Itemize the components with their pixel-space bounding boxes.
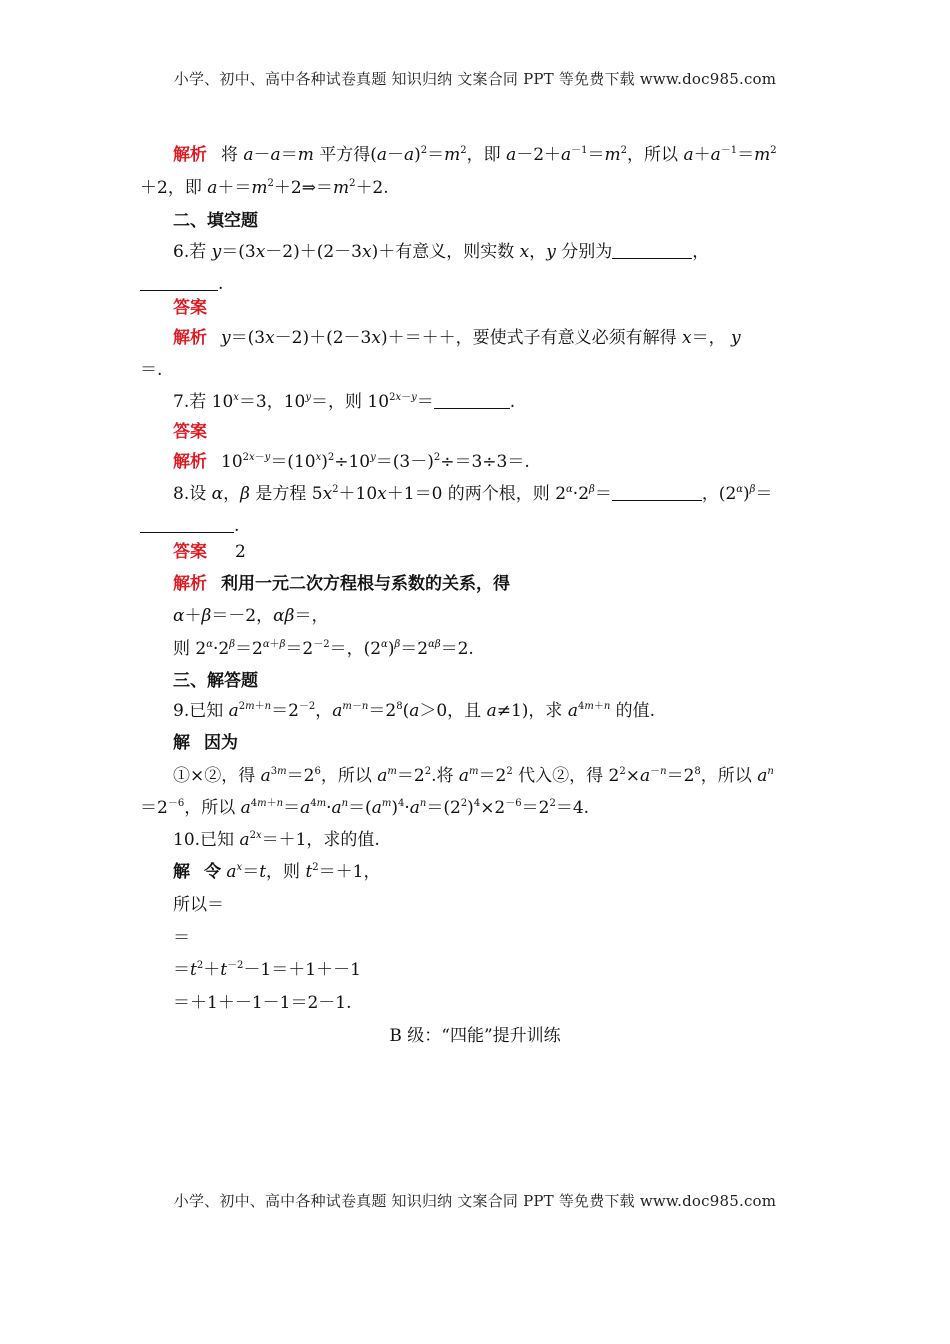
page-header: 小学、初中、高中各种试卷真题 知识归纳 文案合同 PPT 等免费下载 www.doc985.com <box>173 70 777 88</box>
answer-q8-value: 2 <box>235 542 246 562</box>
solution-q10-line2: 所以＝ <box>173 895 224 915</box>
page-footer: 小学、初中、高中各种试卷真题 知识归纳 文案合同 PPT 等免费下载 www.doc985.com <box>173 1192 777 1210</box>
solution-q9-line1: ①×②，得 $a^{3m}=2^6$，所以 $a^m=2^2$.将 $a^m=2^2$ 代入②，得 $2^2\times a^{-n}=2^8$，所以 $a^n$ <box>173 766 774 786</box>
answer-blank[interactable] <box>612 242 692 259</box>
answer-q6 <box>173 296 853 320</box>
question-8-line1: 8.设 α，β 是方程 $5x^2+10x+1=0$ 的两个根，则 $2^\alpha\cdot 2^\beta=$ ，$(2^\alpha)^\beta=$ <box>173 484 773 504</box>
analysis-q6-line2: ＝. <box>140 360 163 380</box>
answer-blank[interactable] <box>140 516 234 533</box>
answer-label: 答案 <box>173 298 207 318</box>
analysis-q5-line1: 解析 将 a－a＝m 平方得$(a-a)^2=m^2$，即 $a-2+a^{-1}=m^2$，所以 $a+a^{-1}=m^2$ <box>173 145 777 165</box>
answer-label: 答案 <box>173 542 207 562</box>
analysis-q5-line2: ＋2，即 $a+=m^2+2\Rightarrow=m^2+2$. <box>140 178 389 198</box>
analysis-label: 解析 <box>173 574 207 594</box>
answer-blank[interactable] <box>140 274 218 291</box>
question-6-line2: . <box>140 272 820 296</box>
solution-label: 解 <box>173 733 190 753</box>
analysis-label: 解析 <box>173 145 207 165</box>
solution-q10-line3: ＝ <box>173 928 190 948</box>
answer-q8 <box>173 540 853 564</box>
analysis-label: 解析 <box>173 452 207 472</box>
analysis-q8-line3: 则 $2^\alpha\cdot 2^\beta=2^{\alpha+\beta}=2^{-2}=$，$(2^\alpha)^\beta=2^{\alpha\beta}=2$. <box>173 639 474 659</box>
section-b-level: B 级：“四能”提升训练 <box>389 1026 561 1046</box>
answer-q7 <box>173 420 853 444</box>
analysis-q7: 解析 $10^{2x-y}=(10^x)^2\div 10^y=(3-)^2\div=3\div 3=$. <box>173 452 530 472</box>
solution-q10-line1: 解 令 $a^x=t$，则 $t^2=+1$， <box>173 862 381 882</box>
solution-q10-line4: $=t^2+t^{-2}-1=+1+-1$ <box>173 960 361 980</box>
question-10: 10.已知 $a^{2x}=+1$，求的值. <box>173 830 380 850</box>
answer-blank[interactable] <box>434 392 510 409</box>
analysis-label: 解析 <box>173 328 207 348</box>
analysis-q8-line1: 解析 利用一元二次方程根与系数的关系，得 <box>173 574 510 594</box>
analysis-q6-line1: 解析 y＝(3x－2)＋(2－3x)＋＝＋＋，要使式子有意义必须有解得 x＝， y <box>173 328 741 348</box>
solution-q9-label: 解 因为 <box>173 733 238 753</box>
section-answer-questions: 三、解答题 <box>173 671 258 691</box>
solution-q9-line2: $=2^{-6}$，所以 $a^{4m+n}=a^{4m}\cdot a^n=(a^m)^4\cdot a^n=(2^2)^4\times 2^{-6}=2^2=4$. <box>140 798 590 818</box>
question-7: 7.若 $10^x=3$，$10^y=$，则 $10^{2x-y}=$ . <box>173 392 516 412</box>
question-9: 9.已知 $a^{2m+n}=2^{-2}$，$a^{m-n}=2^8(a>0$，且 a≠1)，求 $a^{4m+n}$ 的值. <box>173 701 656 721</box>
question-6-line1: 6.若 y＝(3x－2)＋(2－3x)＋有意义，则实数 x，y 分别为 ， <box>173 242 710 262</box>
analysis-q8-line2: α＋β＝－2，αβ＝， <box>173 606 329 626</box>
question-8-line2: . <box>140 514 820 538</box>
solution-label: 解 <box>173 862 190 882</box>
answer-label: 答案 <box>173 422 207 442</box>
section-fill-blank: 二、填空题 <box>173 211 258 231</box>
solution-q10-line5: ＝＋1＋－1－1＝2－1. <box>173 993 352 1013</box>
answer-blank[interactable] <box>612 484 702 501</box>
